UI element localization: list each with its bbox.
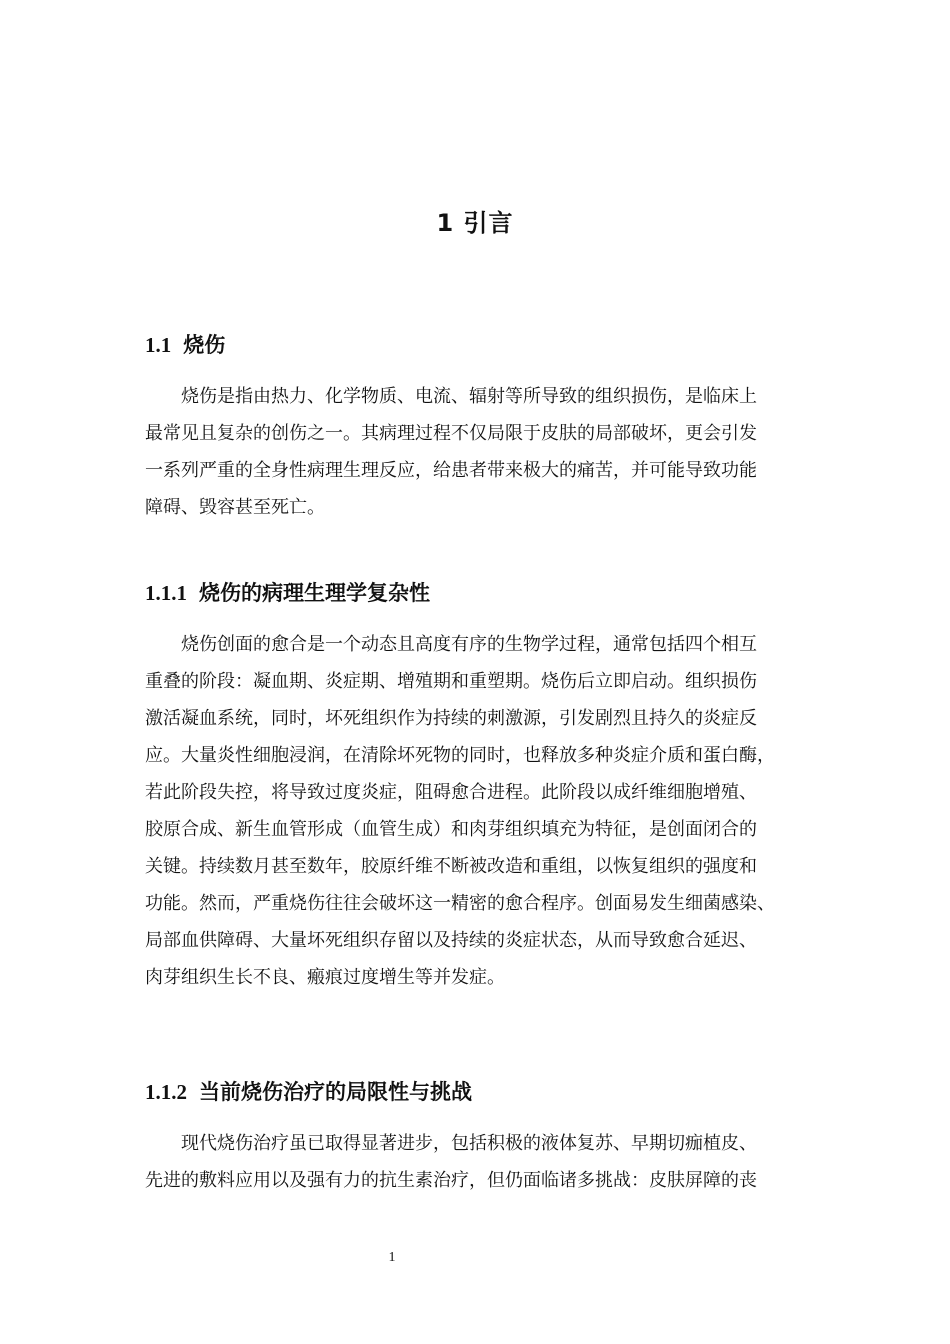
page-number xyxy=(0,1248,950,1268)
text-line: 障碍、毁容甚至死亡。 xyxy=(145,497,325,518)
text-line: 最常见且复杂的创伤之一。其病理过程不仅局限于皮肤的局部破坏，更会引发 xyxy=(145,423,757,444)
page-number-text: 1 xyxy=(388,1250,396,1265)
text-line: 现代烧伤治疗虽已取得显著进步，包括积极的液体复苏、早期切痂植皮、 xyxy=(145,1133,757,1154)
section-title: 烧伤的病理生理学复杂性 xyxy=(199,581,430,605)
section-paragraph xyxy=(145,626,835,996)
text-line: 烧伤创面的愈合是一个动态且高度有序的生物学过程，通常包括四个相互 xyxy=(145,634,757,655)
section-heading-1-1 xyxy=(145,330,225,360)
chapter-title: 1 引言 xyxy=(436,209,514,237)
section-title: 当前烧伤治疗的局限性与挑战 xyxy=(199,1080,472,1104)
section-heading-1-1-2 xyxy=(145,1077,472,1107)
section-heading-1-1-1 xyxy=(145,578,430,608)
text-line: 肉芽组织生长不良、瘢痕过度增生等并发症。 xyxy=(145,967,505,988)
section-number: 1.1 xyxy=(145,333,172,357)
section-paragraph xyxy=(145,378,835,526)
text-line: 关键。持续数月甚至数年，胶原纤维不断被改造和重组，以恢复组织的强度和 xyxy=(145,856,757,877)
text-line: 局部血供障碍、大量坏死组织存留以及持续的炎症状态，从而导致愈合延迟、 xyxy=(145,930,757,951)
text-line: 若此阶段失控，将导致过度炎症，阻碍愈合进程。此阶段以成纤维细胞增殖、 xyxy=(145,782,757,803)
text-line: 一系列严重的全身性病理生理反应，给患者带来极大的痛苦，并可能导致功能 xyxy=(145,460,757,481)
section-title: 烧伤 xyxy=(183,333,226,357)
text-line: 先进的敷料应用以及强有力的抗生素治疗，但仍面临诸多挑战：皮肤屏障的丧 xyxy=(145,1170,757,1191)
text-line: 功能。然而，严重烧伤往往会破坏这一精密的愈合程序。创面易发生细菌感染、 xyxy=(145,893,775,914)
section-paragraph xyxy=(145,1125,835,1199)
text-line: 烧伤是指由热力、化学物质、电流、辐射等所导致的组织损伤，是临床上 xyxy=(145,386,757,407)
text-line: 重叠的阶段：凝血期、炎症期、增殖期和重塑期。烧伤后立即启动。组织损伤 xyxy=(145,671,757,692)
section-number: 1.1.2 xyxy=(145,1080,187,1104)
text-line: 激活凝血系统，同时，坏死组织作为持续的刺激源，引发剧烈且持久的炎症反 xyxy=(145,708,757,729)
text-line: 应。大量炎性细胞浸润，在清除坏死物的同时，也释放多种炎症介质和蛋白酶， xyxy=(145,745,775,766)
text-line: 胶原合成、新生血管形成（血管生成）和肉芽组织填充为特征，是创面闭合的 xyxy=(145,819,757,840)
section-number: 1.1.1 xyxy=(145,581,187,605)
